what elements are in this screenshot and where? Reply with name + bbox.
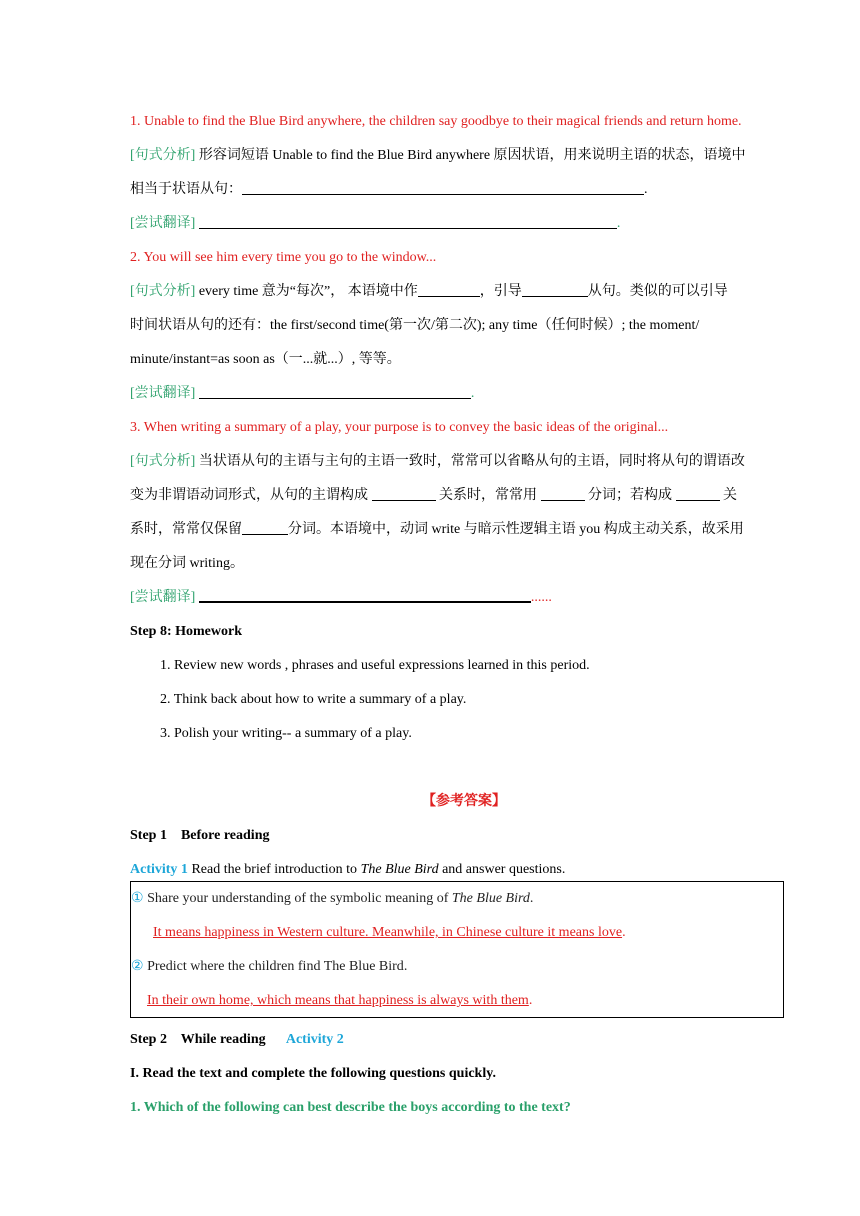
analysis-3-text-b3: 分词；若构成 bbox=[588, 488, 672, 503]
homework-title: Step 8: Homework bbox=[130, 624, 242, 639]
analysis-2-text-a1: every time 意为“每次”， 本语境中作 bbox=[198, 284, 418, 299]
analysis-3-text-c2: 分词。本语境中，动词 write 与暗示性逻辑主语 you 构成主动关系，故采用 bbox=[288, 522, 744, 537]
book-title: The Blue Bird bbox=[451, 891, 530, 906]
try-tag: [尝试翻译] bbox=[130, 590, 196, 605]
analysis-2-line-a bbox=[130, 275, 798, 309]
part1-title: I. Read the text and complete the following questions quickly. bbox=[130, 1066, 496, 1081]
question-2-text: Predict where the children find bbox=[143, 959, 324, 974]
activity-tag: Activity 2 bbox=[285, 1032, 344, 1047]
analysis-3-line-c bbox=[130, 513, 798, 547]
circled-number: ① bbox=[131, 891, 144, 906]
blank[interactable] bbox=[676, 486, 720, 501]
analysis-3-text-a: 当状语从句的主语与主句的主语一致时，常常可以省略从句的主语，同时将从句的谓语改 bbox=[198, 454, 745, 469]
book-title: The Blue Bird bbox=[323, 959, 404, 974]
translate-3-line bbox=[130, 581, 798, 615]
step2-title: Step 2 While reading bbox=[130, 1032, 266, 1047]
blank[interactable] bbox=[522, 282, 588, 297]
answer-1: It means happiness in Western culture. Meanwhile, in Chinese culture it means love. bbox=[153, 925, 626, 940]
circled-number: ② bbox=[131, 959, 144, 974]
activity1-text: Read the brief introduction to bbox=[187, 862, 361, 877]
answer-1-text: It means happiness in Western culture. Meanwhile, in Chinese culture it means love bbox=[153, 925, 623, 940]
answer-2-text: In their own home, which means that happiness is always with them bbox=[147, 993, 529, 1008]
period: . bbox=[529, 891, 534, 906]
analysis-1-line-a bbox=[130, 139, 798, 173]
analysis-tag: [句式分析] bbox=[130, 284, 196, 299]
analysis-2-text-a3: 从句。类似的可以引导 bbox=[587, 284, 728, 299]
translate-2-line: [尝试翻译] . bbox=[130, 386, 475, 401]
step1-title: Step 1 Before reading bbox=[130, 828, 270, 843]
analysis-2-text-a2: ，引导 bbox=[479, 284, 522, 299]
analysis-tag: [句式分析] bbox=[130, 148, 196, 163]
analysis-3-line-a bbox=[130, 445, 798, 479]
analysis-3-text-b1: 变为非谓语动词形式，从句的主谓构成 bbox=[130, 488, 368, 503]
answers-heading: 【参考答案】 bbox=[422, 794, 506, 809]
try-tag: [尝试翻译] bbox=[130, 386, 196, 401]
blank[interactable] bbox=[199, 587, 531, 603]
analysis-3-text-c1: 系时，常常仅保留 bbox=[130, 522, 242, 537]
analysis-3-text-b4: 关 bbox=[723, 488, 737, 503]
blank[interactable] bbox=[372, 486, 436, 501]
analysis-tag: [句式分析] bbox=[130, 454, 196, 469]
analysis-2-line-c: minute/instant=as soon as（一...就...）, 等等。 bbox=[130, 352, 401, 367]
analysis-1-text-b: 相当于状语从句： bbox=[130, 182, 242, 197]
blank[interactable] bbox=[541, 486, 585, 501]
homework-item-2: 2. Think back about how to write a summary of a play. bbox=[160, 692, 467, 707]
analysis-3-line-d: 现在分词 writing。 bbox=[130, 556, 244, 571]
period: . bbox=[403, 959, 408, 974]
activity1-tail: and answer questions. bbox=[438, 862, 566, 877]
answer-2: In their own home, which means that happiness is always with them. bbox=[147, 993, 533, 1008]
analysis-2-line-b: 时间状语从句的还有：the first/second time(第一次/第二次); any time（任何时候）; the moment/ bbox=[130, 318, 700, 333]
answer-box bbox=[130, 881, 784, 1018]
try-tag: [尝试翻译] bbox=[130, 216, 196, 231]
sentence-3: 3. When writing a summary of a play, your purpose is to convey the basic ideas of the original... bbox=[130, 420, 669, 435]
homework-item-3: 3. Polish your writing-- a summary of a play. bbox=[160, 726, 412, 741]
question-1-text: Share your understanding of the symbolic meaning of bbox=[143, 891, 452, 906]
translate-1-line: [尝试翻译] . bbox=[130, 216, 621, 231]
book-title: The Blue Bird bbox=[360, 862, 439, 877]
blank[interactable] bbox=[242, 180, 644, 195]
question-2 bbox=[131, 950, 783, 984]
question-1 bbox=[131, 882, 783, 916]
analysis-3-text-b2: 关系时，常常用 bbox=[439, 488, 537, 503]
blank[interactable] bbox=[242, 520, 288, 535]
sentence-2: 2. You will see him every time you go to the window... bbox=[130, 250, 437, 265]
question-boys: 1. Which of the following can best describe the boys according to the text? bbox=[130, 1100, 571, 1115]
blank[interactable] bbox=[418, 282, 480, 297]
sentence-1: 1. Unable to find the Blue Bird anywhere, the children say goodbye to their magical friends and return home. bbox=[130, 114, 742, 129]
analysis-1-line-b: 相当于状语从句： . bbox=[130, 182, 648, 197]
analysis-3-line-b bbox=[130, 479, 798, 513]
step2-line bbox=[130, 1023, 798, 1057]
homework-item-1: 1. Review new words , phrases and useful expressions learned in this period. bbox=[160, 658, 590, 673]
blank[interactable] bbox=[199, 384, 471, 399]
blank[interactable] bbox=[199, 214, 617, 229]
activity-tag: Activity 1 bbox=[130, 862, 188, 877]
analysis-1-text-a: 形容词短语 Unable to find the Blue Bird anywhere 原因状语，用来说明主语的状态，语境中 bbox=[198, 148, 746, 163]
ellipsis: ...... bbox=[530, 590, 552, 605]
